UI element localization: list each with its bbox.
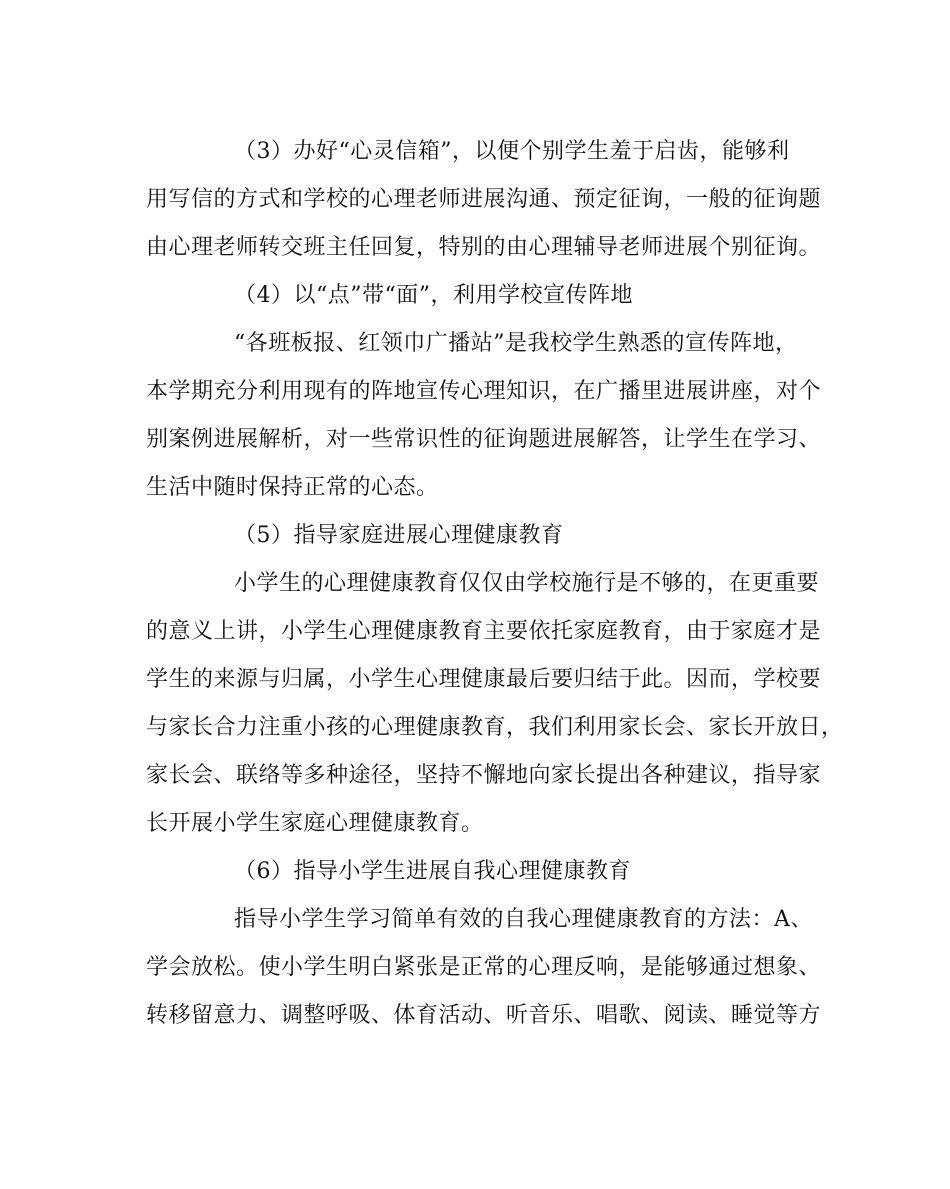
text-line: 别案例进展解析，对一些常识性的征询题进展解答，让学生在学习、 [146,427,822,452]
text-line: （6）指导小学生进展自我心理健康教育 [234,859,631,884]
text-line: 小学生的心理健康教育仅仅由学校施行是不够的，在更重要 [234,571,820,596]
text-line: 本学期充分利用现有的阵地宣传心理知识，在广播里进展讲座，对个 [146,379,822,404]
text-line: 生活中随时保持正常的心态。 [146,475,439,500]
text-line: 由心理老师转交班主任回复，特别的由心理辅导老师进展个别征询。 [146,235,822,260]
text-line: （5）指导家庭进展心理健康教育 [234,523,564,548]
text-line: 长开展小学生家庭心理健康教育。 [146,811,484,836]
text-line: 学会放松。使小学生明白紧张是正常的心理反响，是能够通过想象、 [146,955,822,980]
text-line: “各班板报、红领巾广播站”是我校学生熟悉的宣传阵地， [234,331,798,356]
text-line: （4）以“点”带“面”，利用学校宣传阵地 [234,283,633,308]
text-line: 转移留意力、调整呼吸、体育活动、听音乐、唱歌、阅读、睡觉等方 [146,1003,822,1028]
text-line: 指导小学生学习简单有效的自我心理健康教育的方法：A、 [234,907,813,932]
text-line: （3）办好“心灵信箱”，以便个别学生羞于启齿，能够利 [234,139,790,164]
text-line: 用写信的方式和学校的心理老师进展沟通、预定征询，一般的征询题 [146,187,822,212]
text-line: 家长会、联络等多种途径，坚持不懈地向家长提出各种建议，指导家 [146,763,822,788]
document-body [146,128,844,1040]
text-line: 学生的来源与归属，小学生心理健康最后要归结于此。因而，学校要 [146,667,822,692]
text-line: 与家长合力注重小孩的心理健康教育，我们利用家长会、家长开放日， [146,715,844,740]
text-line: 的意义上讲，小学生心理健康教育主要依托家庭教育，由于家庭才是 [146,619,822,644]
